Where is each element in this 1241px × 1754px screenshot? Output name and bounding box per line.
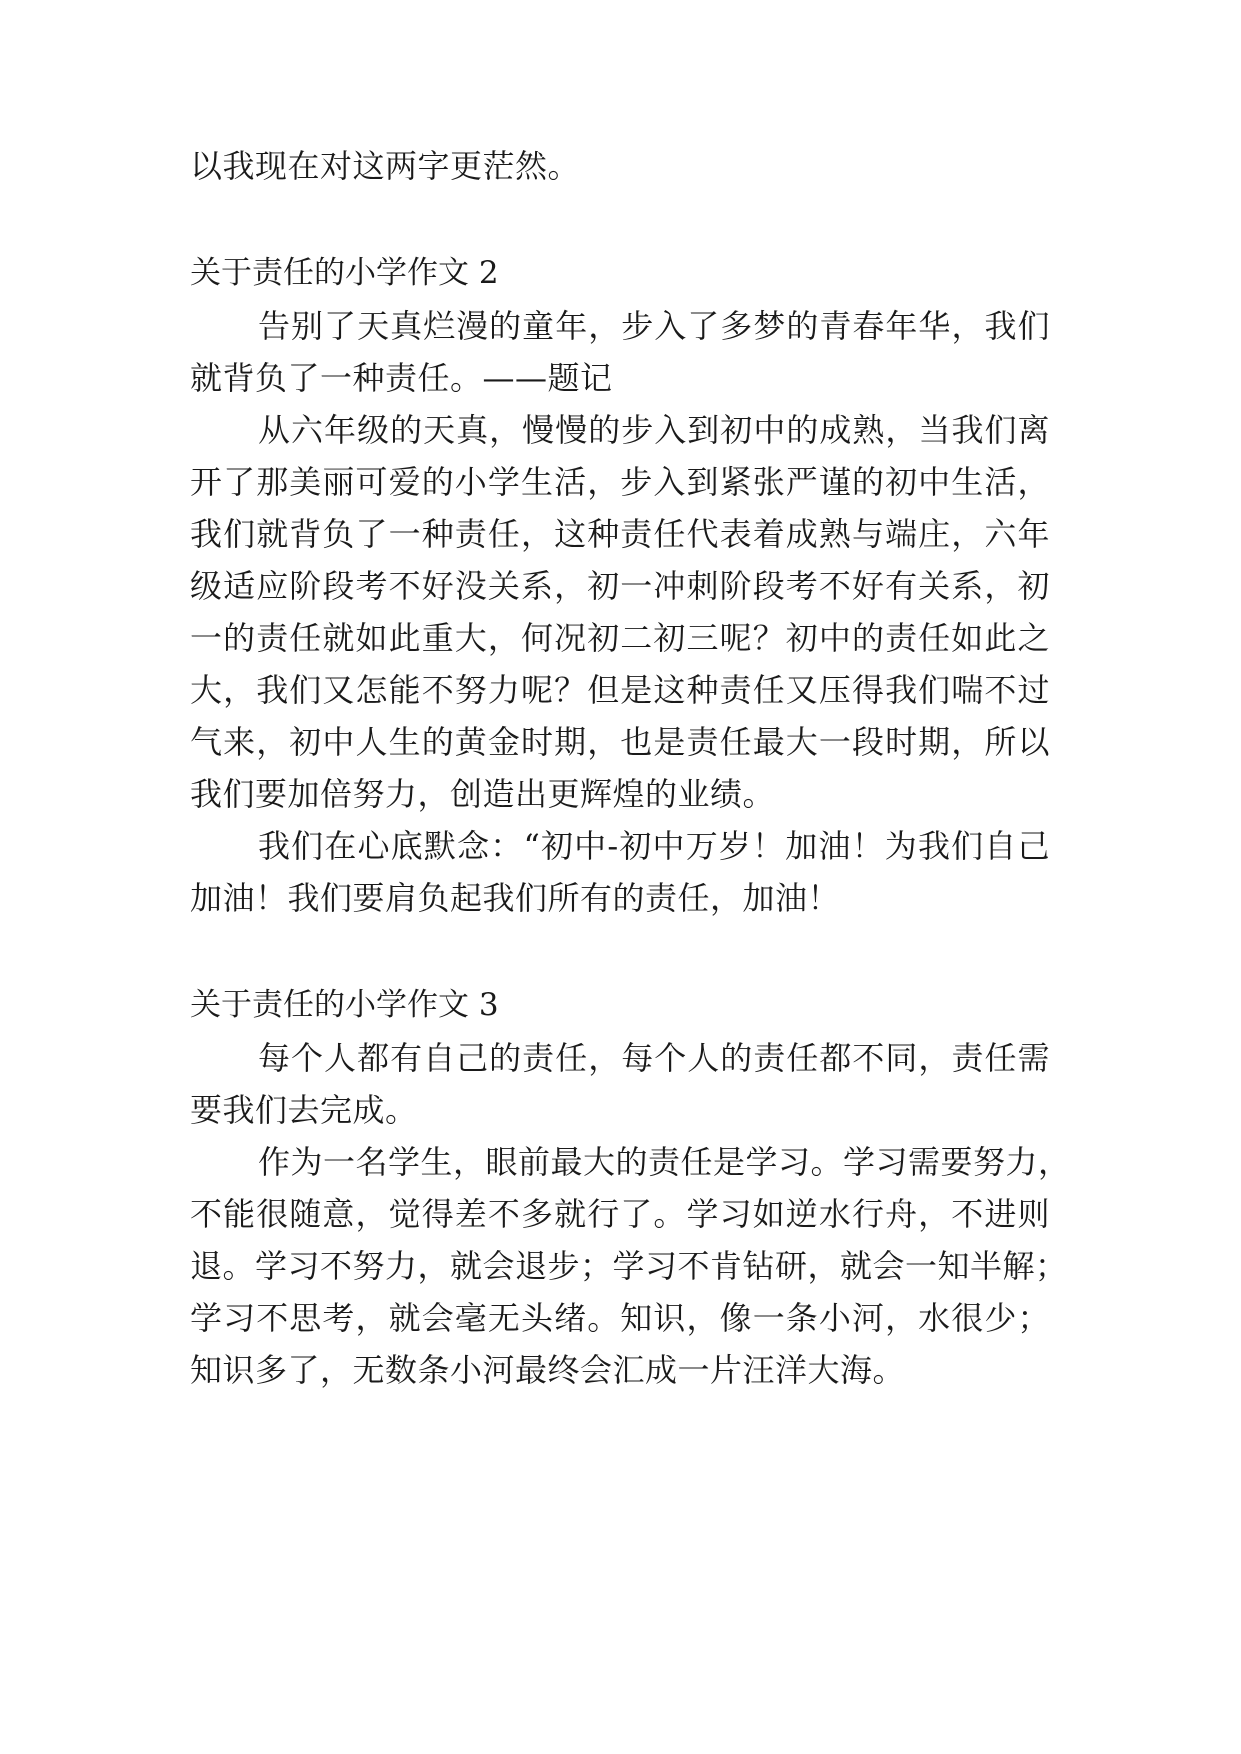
essay-2-p3-line-2: 加油！我们要肩负起我们所有的责任，加油！ <box>190 879 841 917</box>
essay-2-p2-line-5: 一的责任就如此重大，何况初二初三呢？初中的责任如此之 <box>190 619 1050 657</box>
essay-2-p3-line-1: 我们在心底默念：“初中-初中万岁！加油！为我们自己 <box>258 827 1050 865</box>
essay-2-p2-line-2: 开了那美丽可爱的小学生活，步入到紧张严谨的初中生活， <box>190 463 1050 501</box>
essay-2-title: 关于责任的小学作文 2 <box>190 255 499 291</box>
essay-3-p2-line-3: 退。学习不努力，就会退步；学习不肯钻研，就会一知半解； <box>190 1247 1068 1285</box>
essay-2-p2-line-3: 我们就背负了一种责任，这种责任代表着成熟与端庄，六年 <box>190 515 1050 553</box>
essay-3-p2-line-5: 知识多了，无数条小河最终会汇成一片汪洋大海。 <box>190 1351 906 1389</box>
essay-3-p2-line-4: 学习不思考，就会毫无头绪。知识，像一条小河，水很少； <box>190 1299 1050 1337</box>
essay-3-title: 关于责任的小学作文 3 <box>190 987 499 1023</box>
essay-3-p2-line-1: 作为一名学生，眼前最大的责任是学习。学习需要努力， <box>258 1143 1071 1181</box>
essay-3-p1-line-2: 要我们去完成。 <box>190 1091 418 1129</box>
essay-2-p1-line-1: 告别了天真烂漫的童年，步入了多梦的青春年华，我们 <box>258 307 1050 345</box>
essay-3-p2-line-2: 不能很随意，觉得差不多就行了。学习如逆水行舟，不进则 <box>190 1195 1050 1233</box>
essay-2-p2-line-4: 级适应阶段考不好没关系，初一冲刺阶段考不好有关系，初 <box>190 567 1050 605</box>
essay-2-p2-line-7: 气来，初中人生的黄金时期，也是责任最大一段时期，所以 <box>190 723 1050 761</box>
essay-2-p2-line-8: 我们要加倍努力，创造出更辉煌的业绩。 <box>190 775 776 813</box>
essay-2-p2-line-1: 从六年级的天真，慢慢的步入到初中的成熟，当我们离 <box>258 411 1050 449</box>
paragraph-ending-line: 以我现在对这两字更茫然。 <box>190 147 581 185</box>
essay-3-p1-line-1: 每个人都有自己的责任，每个人的责任都不同，责任需 <box>258 1039 1050 1077</box>
essay-2-p2-line-6: 大，我们又怎能不努力呢？但是这种责任又压得我们喘不过 <box>190 671 1050 709</box>
essay-2-p1-line-2: 就背负了一种责任。——题记 <box>190 359 613 397</box>
